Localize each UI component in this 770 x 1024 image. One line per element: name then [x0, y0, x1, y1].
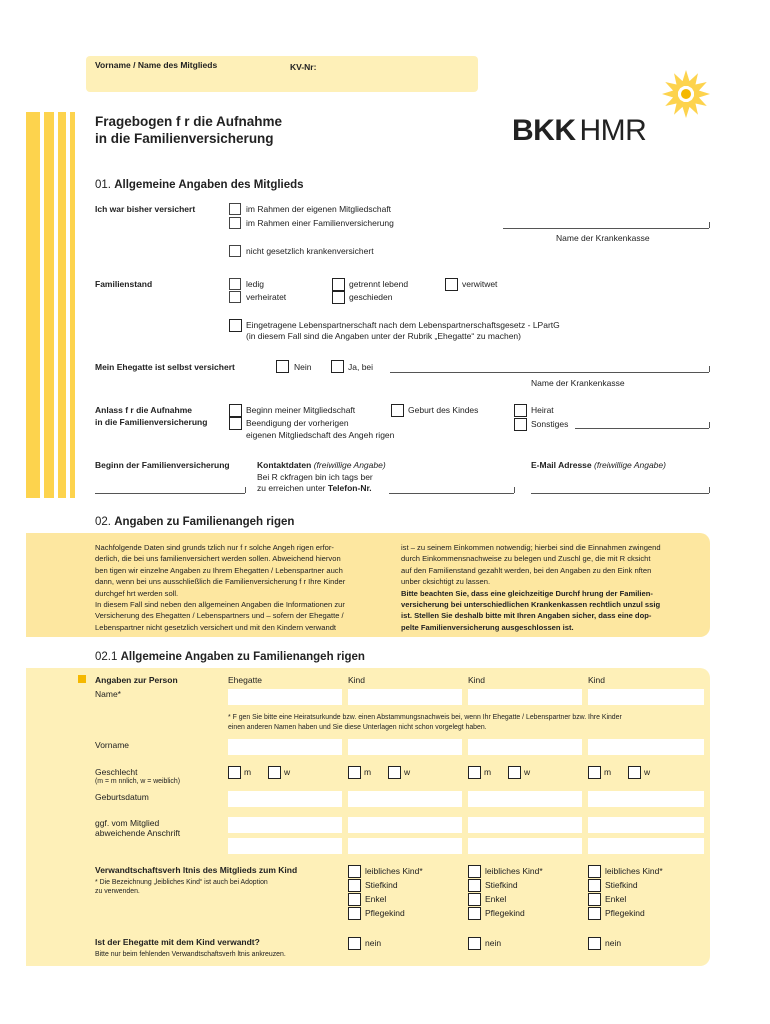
- spouse-yes-checkbox[interactable]: [331, 360, 344, 373]
- gender-label: Geschlecht: [95, 767, 138, 777]
- relation-foster-label-child-2: Pflegekind: [485, 908, 525, 918]
- married-label: verheiratet: [246, 292, 287, 302]
- gender-w-label-spouse: w: [284, 767, 291, 777]
- insured-family-label: im Rahmen einer Familienversicherung: [246, 218, 394, 228]
- col-child-1: Kind: [348, 675, 366, 685]
- insured-family-checkbox[interactable]: [229, 217, 241, 229]
- name-label: Name*: [95, 689, 121, 699]
- start-line-tick: [245, 487, 246, 493]
- address-field-spouse-1[interactable]: [228, 817, 342, 833]
- left-stripe-2: [44, 112, 54, 498]
- section2-heading: 02. Angaben zu Familienangeh rigen: [95, 516, 295, 528]
- single-label: ledig: [246, 279, 264, 289]
- gender-m-label-spouse: m: [244, 767, 252, 777]
- insured-own-checkbox[interactable]: [229, 203, 241, 215]
- person-label: Angaben zur Person: [95, 675, 178, 685]
- name-footnote-2: einen anderen Namen haben und Sie diese Unterlagen nicht schon vorgelegt haben.: [228, 724, 487, 731]
- gender-w-label-child-2: w: [524, 767, 531, 777]
- related-no-child-2[interactable]: [468, 937, 481, 950]
- insurer-line-tick: [709, 222, 710, 228]
- address-field-child-1-2[interactable]: [348, 838, 462, 854]
- relation-foster-child-3[interactable]: [588, 907, 601, 920]
- bkk-hmr-logo: [512, 114, 646, 148]
- kv-nr-label: KV-Nr:: [290, 62, 317, 72]
- insured-label: Ich war bisher versichert: [95, 204, 196, 214]
- relation-step-child-3[interactable]: [588, 879, 601, 892]
- not-insured-label: nicht gesetzlich krankenversichert: [246, 246, 374, 256]
- partnership-line2: (in diesem Fall sind die Angaben unter der Rubrik „Ehegatte“ zu machen): [246, 331, 521, 341]
- membership-end-label-2: eigenen Mitgliedschaft des Angeh rigen: [246, 430, 395, 440]
- single-checkbox[interactable]: [229, 278, 241, 290]
- col-spouse: Ehegatte: [228, 675, 263, 685]
- left-stripe-1: [26, 112, 40, 498]
- relation-foster-label-child-3: Pflegekind: [605, 908, 645, 918]
- gender-w-child-3[interactable]: [628, 766, 641, 779]
- relation-bio-child-1[interactable]: [348, 865, 361, 878]
- birth-label: Geburt des Kindes: [408, 405, 479, 415]
- start-date-line[interactable]: [95, 493, 245, 494]
- relation-bio-label-child-3: leibliches Kind*: [605, 866, 663, 876]
- divorced-checkbox[interactable]: [332, 291, 345, 304]
- other-line[interactable]: [575, 428, 709, 429]
- partnership-line1: Eingetragene Lebenspartnerschaft nach dem Lebenspartnerschaftsgesetz - LPartG: [246, 320, 560, 330]
- gender-m-label-child-1: m: [364, 767, 372, 777]
- separated-checkbox[interactable]: [332, 278, 345, 291]
- relation-bio-child-3[interactable]: [588, 865, 601, 878]
- membership-start-checkbox[interactable]: [229, 404, 242, 417]
- gender-m-child-2[interactable]: [468, 766, 481, 779]
- relation-foster-label-child-1: Pflegekind: [365, 908, 405, 918]
- relation-bio-label-child-2: leibliches Kind*: [485, 866, 543, 876]
- relation-bio-child-2[interactable]: [468, 865, 481, 878]
- email-line[interactable]: [531, 493, 709, 494]
- relation-step-child-2[interactable]: [468, 879, 481, 892]
- address-field-child-1-1[interactable]: [348, 817, 462, 833]
- firstname-field-child-3[interactable]: [588, 739, 704, 755]
- person-bullet-icon: [78, 675, 86, 683]
- contact-line2: Bei R ckfragen bin ich tags ber: [257, 472, 373, 482]
- col-child-2: Kind: [468, 675, 486, 685]
- left-stripe-3: [58, 112, 66, 498]
- relation-note-1: * Die Bezeichnung „leibliches Kind“ ist auch bei Adoption: [95, 879, 268, 886]
- membership-end-checkbox[interactable]: [229, 417, 242, 430]
- marital-label: Familienstand: [95, 279, 153, 289]
- email-label: E-Mail Adresse (freiwillige Angabe): [531, 460, 666, 470]
- start-label: Beginn der Familienversicherung: [95, 460, 230, 470]
- gender-w-child-2[interactable]: [508, 766, 521, 779]
- address-field-child-3-2[interactable]: [588, 838, 704, 854]
- reason-label-2: in die Familienversicherung: [95, 417, 208, 427]
- gender-m-child-1[interactable]: [348, 766, 361, 779]
- sun-logo-icon: [660, 68, 712, 120]
- divorced-label: geschieden: [349, 292, 393, 302]
- address-field-child-3-1[interactable]: [588, 817, 704, 833]
- address-field-child-2-1[interactable]: [468, 817, 582, 833]
- firstname-field-spouse[interactable]: [228, 739, 342, 755]
- form-title-line2: in die Familienversicherung: [95, 131, 274, 146]
- spouse-insured-label: Mein Ehegatte ist selbst versichert: [95, 362, 235, 372]
- spouse-insurer-tick: [709, 366, 710, 372]
- not-insured-checkbox[interactable]: [229, 245, 241, 257]
- related-hint: Bitte nur beim fehlenden Verwandtschaftsverh ltnis ankreuzen.: [95, 951, 286, 958]
- email-line-tick: [709, 487, 710, 493]
- marriage-label: Heirat: [531, 405, 554, 415]
- birthdate-field-child-3[interactable]: [588, 791, 704, 807]
- form-title-line1: Fragebogen f r die Aufnahme: [95, 114, 283, 129]
- gender-w-child-1[interactable]: [388, 766, 401, 779]
- address-field-child-2-2[interactable]: [468, 838, 582, 854]
- reason-label-1: Anlass f r die Aufnahme: [95, 405, 192, 415]
- gender-w-spouse[interactable]: [268, 766, 281, 779]
- address-label-2: abweichende Anschrift: [95, 828, 181, 838]
- other-label: Sonstiges: [531, 419, 569, 429]
- firstname-label: Vorname: [95, 740, 130, 750]
- partnership-checkbox[interactable]: [229, 319, 242, 332]
- relation-step-child-1[interactable]: [348, 879, 361, 892]
- widowed-label: verwitwet: [462, 279, 498, 289]
- gender-m-spouse[interactable]: [228, 766, 241, 779]
- name-footnote-1: * F gen Sie bitte eine Heiratsurkunde bzw. einen Abstammungsnachweis bei, wenn Ihr Ehegatte / Lebenspartner bzw. Ihre Kinder: [228, 714, 622, 721]
- relation-grand-label-child-1: Enkel: [365, 894, 387, 904]
- col-child-3: Kind: [588, 675, 606, 685]
- section21-heading: 02.1 Allgemeine Angaben zu Familienangeh rigen: [95, 651, 365, 663]
- other-checkbox[interactable]: [514, 418, 527, 431]
- address-label-1: ggf. vom Mitglied: [95, 818, 160, 828]
- insured-own-label: im Rahmen der eigenen Mitgliedschaft: [246, 204, 392, 214]
- birth-checkbox[interactable]: [391, 404, 404, 417]
- gender-m-label-child-2: m: [484, 767, 492, 777]
- relation-grand-child-1[interactable]: [348, 893, 361, 906]
- related-no-label-child-1: nein: [365, 938, 382, 948]
- name-field-child-3[interactable]: [588, 689, 704, 705]
- relation-step-label-child-1: Stiefkind: [365, 880, 398, 890]
- relation-foster-child-1[interactable]: [348, 907, 361, 920]
- logo-bkk: BKK: [512, 114, 576, 147]
- relation-grand-label-child-3: Enkel: [605, 894, 627, 904]
- relation-bio-label-child-1: leibliches Kind*: [365, 866, 423, 876]
- info-right-text: ist – zu seinem Einkommen notwendig; hierbei sind die Einnahmen zwingend durch Einkommensnachweise zu belegen und Zuschl ge, die mit R cksicht auf den Familienstand gezahlt werden, bei den Angaben zu den Eink nften unber cksichtigt zu lassen. Bitte beachten Sie, dass eine gleichzeitige Durchf hrung der Familien- versicherung bei unterschiedlichen Krankenkassen rechtlich unzul ssig ist. Stellen Sie deshalb bitte mit Ihren Angaben sicher, dass eine dop- pelte Familienversicherung ausgeschlossen ist.: [401, 543, 661, 632]
- phone-line[interactable]: [389, 493, 514, 494]
- relation-foster-child-2[interactable]: [468, 907, 481, 920]
- section1-heading: 01. Allgemeine Angaben des Mitglieds: [95, 179, 304, 191]
- logo-hmr: HMR: [579, 114, 647, 147]
- relation-grand-child-3[interactable]: [588, 893, 601, 906]
- spouse-insurer-line[interactable]: [390, 372, 709, 373]
- gender-w-label-child-1: w: [404, 767, 411, 777]
- widowed-checkbox[interactable]: [445, 278, 458, 291]
- birthdate-label: Geburtsdatum: [95, 792, 149, 802]
- relation-grand-child-2[interactable]: [468, 893, 481, 906]
- related-no-label-child-3: nein: [605, 938, 622, 948]
- spouse-insurer-caption: Name der Krankenkasse: [531, 378, 625, 388]
- firstname-field-child-2[interactable]: [468, 739, 582, 755]
- contact-label: Kontaktdaten (freiwillige Angabe): [257, 460, 386, 470]
- address-field-spouse-2[interactable]: [228, 838, 342, 854]
- spouse-yes-label: Ja, bei: [348, 362, 374, 372]
- membership-start-label: Beginn meiner Mitgliedschaft: [246, 405, 356, 415]
- birthdate-field-spouse[interactable]: [228, 791, 342, 807]
- relation-step-label-child-2: Stiefkind: [485, 880, 518, 890]
- left-stripe-4: [70, 112, 75, 498]
- insurer-name-caption: Name der Krankenkasse: [556, 233, 650, 243]
- gender-w-label-child-3: w: [644, 767, 651, 777]
- relation-step-label-child-3: Stiefkind: [605, 880, 638, 890]
- related-no-child-1[interactable]: [348, 937, 361, 950]
- firstname-field-child-1[interactable]: [348, 739, 462, 755]
- membership-end-label: Beendigung der vorherigen: [246, 418, 349, 428]
- phone-line-tick: [514, 487, 515, 493]
- related-question: Ist der Ehegatte mit dem Kind verwandt?: [95, 937, 260, 947]
- gender-m-child-3[interactable]: [588, 766, 601, 779]
- related-no-label-child-2: nein: [485, 938, 502, 948]
- spouse-no-checkbox[interactable]: [276, 360, 289, 373]
- relation-label: Verwandtschaftsverh ltnis des Mitglieds zum Kind: [95, 865, 298, 875]
- married-checkbox[interactable]: [229, 291, 241, 303]
- contact-line3: zu erreichen unter Telefon-Nr.: [257, 483, 372, 493]
- related-no-child-3[interactable]: [588, 937, 601, 950]
- info-left-text: Nachfolgende Daten sind grunds tzlich nur f r solche Angeh rigen erfor- derlich, die bei uns familienversichert werden sollen. Abweichend hiervon ben tigen wir einzelne Angaben zu Ihrem Ehegatten / Lebenspartner auch dann, wenn bei uns ausschließlich die Familienversicherung f r Ihre Kinder durchgef hrt werden soll. In diesem Fall sind neben den allgemeinen Angaben die Informationen zur Versicherung des Ehegatten / Lebenspartners und – sofern der Ehegatte / Lebenspartner nicht gesetzlich versichert und mit den Kindern verwandt: [95, 543, 346, 632]
- birthdate-field-child-2[interactable]: [468, 791, 582, 807]
- relation-note-2: zu verwenden.: [95, 888, 140, 895]
- gender-hint: (m = m nnlich, w = weiblich): [95, 778, 181, 785]
- marriage-checkbox[interactable]: [514, 404, 527, 417]
- other-line-tick: [709, 422, 710, 428]
- insurer-name-line[interactable]: [503, 228, 709, 229]
- birthdate-field-child-1[interactable]: [348, 791, 462, 807]
- member-name-label: Vorname / Name des Mitglieds: [95, 60, 218, 70]
- name-field-child-1[interactable]: [348, 689, 462, 705]
- spouse-no-label: Nein: [294, 362, 312, 372]
- relation-grand-label-child-2: Enkel: [485, 894, 507, 904]
- name-field-spouse[interactable]: [228, 689, 342, 705]
- separated-label: getrennt lebend: [349, 279, 409, 289]
- name-field-child-2[interactable]: [468, 689, 582, 705]
- gender-m-label-child-3: m: [604, 767, 612, 777]
